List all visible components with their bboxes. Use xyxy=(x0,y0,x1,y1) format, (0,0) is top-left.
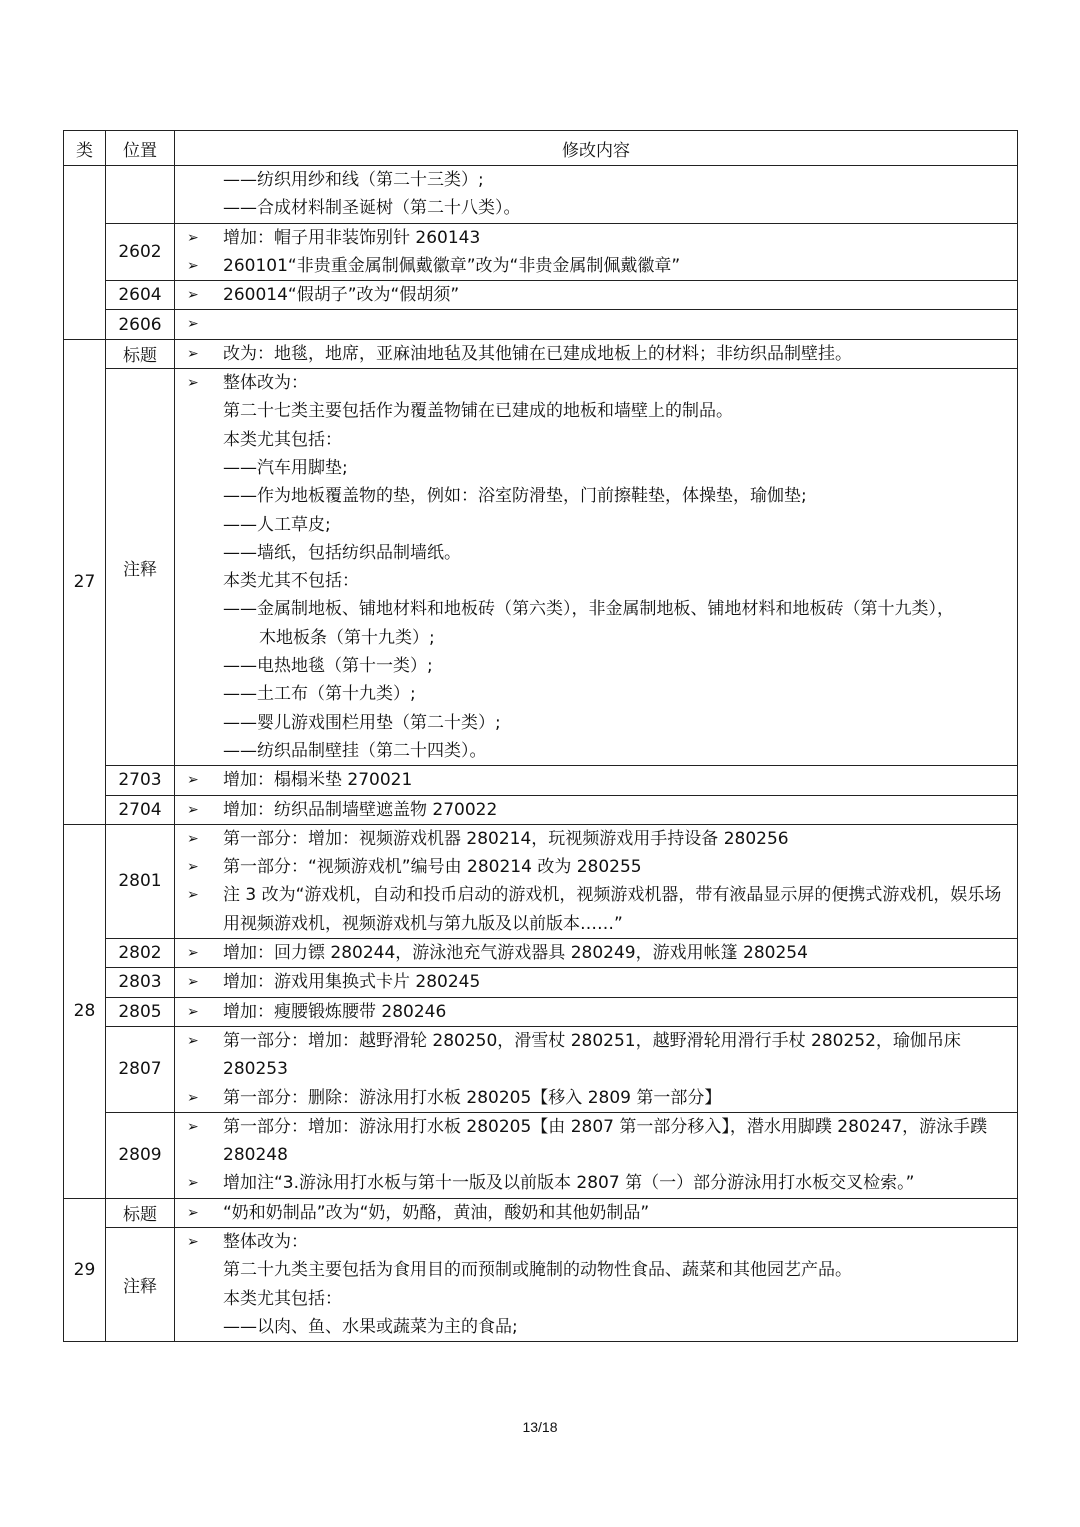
bullet-item xyxy=(187,939,1011,967)
amendment-table xyxy=(63,130,1018,1342)
position-cell: 标题 xyxy=(106,339,175,368)
line-text: 第二十九类主要包括为食用目的而预制或腌制的动物性食品、蔬菜和其他园艺产品。 xyxy=(223,1260,852,1281)
line-text: ——汽车用脚垫; xyxy=(223,457,348,478)
line-text: ——纺织品制壁挂（第二十四类）。 xyxy=(223,740,487,761)
table-row xyxy=(64,339,1018,368)
bullet-item xyxy=(187,1027,1011,1084)
line-text: 第一部分：“视频游戏机”编号由 280214 改为 280255 xyxy=(223,857,642,878)
content-cell xyxy=(175,223,1018,281)
table-row xyxy=(64,939,1018,968)
class-number-cell: 28 xyxy=(64,824,106,1198)
line-text: 260014“假胡子”改为“假胡须” xyxy=(223,285,460,306)
header-content: 修改内容 xyxy=(175,131,1018,166)
bullet-item xyxy=(187,310,1011,338)
content-line xyxy=(187,652,1011,680)
position-cell: 2809 xyxy=(106,1112,175,1198)
line-text: 第一部分：增加：游泳用打水板 280205【由 2807 第一部分移入】，潜水用脚蹼 280247，游泳手蹼 280248 xyxy=(223,1116,988,1166)
table-row xyxy=(64,1198,1018,1227)
position-cell: 2704 xyxy=(106,795,175,824)
table-row xyxy=(64,281,1018,310)
line-text: ——纺织用纱和线（第二十三类）; xyxy=(223,170,484,190)
table-row xyxy=(64,166,1018,224)
content-cell xyxy=(175,281,1018,310)
table-row xyxy=(64,1112,1018,1198)
bullet-item xyxy=(187,1113,1011,1170)
position-cell: 2604 xyxy=(106,281,175,310)
line-text: 增加：帽子用非装饰别针 260143 xyxy=(223,227,481,248)
line-text: 第一部分：删除：游泳用打水板 280205【移入 2809 第一部分】 xyxy=(223,1087,722,1108)
content-cell xyxy=(175,369,1018,766)
line-text: 增加注“3.游泳用打水板与第十一版及以前版本 2807 第（一）部分游泳用打水板交叉检索。” xyxy=(223,1173,915,1194)
content-cell xyxy=(175,310,1018,339)
line-text: 本类尤其包括： xyxy=(223,429,342,450)
content-line xyxy=(187,1285,1011,1313)
arrowhead-bullet-icon: ➢ xyxy=(187,772,199,789)
position-cell: 2602 xyxy=(106,223,175,281)
bullet-item xyxy=(187,1228,1011,1256)
content-cell xyxy=(175,997,1018,1026)
content-line xyxy=(187,1256,1011,1284)
line-text: 整体改为： xyxy=(223,373,308,394)
table-row xyxy=(64,1227,1018,1341)
class-number-cell xyxy=(64,166,106,340)
table-row xyxy=(64,223,1018,281)
line-text: ——以肉、鱼、水果或蔬菜为主的食品; xyxy=(223,1316,518,1337)
content-cell xyxy=(175,1112,1018,1198)
line-text: 增加：回力镖 280244，游泳池充气游戏器具 280249，游戏用帐篷 280254 xyxy=(223,943,808,964)
line-text: 增加：榻榻米垫 270021 xyxy=(223,770,413,791)
content-line xyxy=(187,539,1011,567)
position-cell: 注释 xyxy=(106,369,175,766)
table-row xyxy=(64,795,1018,824)
line-text: 增加：纺织品制墙壁遮盖物 270022 xyxy=(223,799,498,820)
line-text: ——墙纸，包括纺织品制墙纸。 xyxy=(223,542,461,563)
content-line xyxy=(187,680,1011,708)
table-row xyxy=(64,824,1018,938)
arrowhead-bullet-icon: ➢ xyxy=(187,287,199,304)
arrowhead-bullet-icon: ➢ xyxy=(187,1003,199,1020)
content-cell xyxy=(175,166,1018,224)
arrowhead-bullet-icon: ➢ xyxy=(187,1118,199,1135)
line-text: 注 3 改为“游戏机，自动和投币启动的游戏机，视频游戏机器，带有液晶显示屏的便携式游戏机，娱乐场用视频游戏机，视频游戏机与第九版及以前版本……” xyxy=(223,885,1002,934)
line-text: “奶和奶制品”改为“奶，奶酪，黄油，酸奶和其他奶制品” xyxy=(223,1202,650,1223)
position-cell: 2703 xyxy=(106,766,175,795)
line-text: 本类尤其不包括： xyxy=(223,571,359,592)
bullet-item xyxy=(187,281,1011,309)
arrowhead-bullet-icon: ➢ xyxy=(187,1233,199,1250)
bullet-item xyxy=(187,881,1011,938)
table-row xyxy=(64,310,1018,339)
line-text: 改为：地毯，地席，亚麻油地毡及其他铺在已建成地板上的材料；非纺织品制壁挂。 xyxy=(223,343,852,364)
line-text: 第一部分：增加：视频游戏机器 280214，玩视频游戏用手持设备 280256 xyxy=(223,828,789,849)
line-text: ——人工草皮; xyxy=(223,514,331,535)
position-cell xyxy=(106,166,175,224)
line-text: ——合成材料制圣诞树（第二十八类）。 xyxy=(223,198,521,219)
content-line xyxy=(187,624,1011,652)
arrowhead-bullet-icon: ➢ xyxy=(187,229,199,246)
table-row xyxy=(64,766,1018,795)
bullet-item xyxy=(187,252,1011,280)
bullet-item xyxy=(187,825,1011,853)
arrowhead-bullet-icon: ➢ xyxy=(187,375,199,392)
page-number: 13/18 xyxy=(522,1419,558,1435)
content-cell xyxy=(175,1198,1018,1227)
content-cell xyxy=(175,1227,1018,1341)
content-cell xyxy=(175,824,1018,938)
arrowhead-bullet-icon: ➢ xyxy=(187,1204,199,1221)
bullet-item xyxy=(187,1199,1011,1227)
position-cell: 注释 xyxy=(106,1227,175,1341)
table-body xyxy=(64,166,1018,1342)
line-text: ——婴儿游戏围栏用垫（第二十类）; xyxy=(223,712,501,733)
position-cell: 2801 xyxy=(106,824,175,938)
content-cell xyxy=(175,939,1018,968)
bullet-item xyxy=(187,796,1011,824)
line-text: 第一部分：增加：越野滑轮 280250，滑雪杖 280251，越野滑轮用滑行手杖 280252，瑜伽吊床 280253 xyxy=(223,1030,961,1080)
arrowhead-bullet-icon: ➢ xyxy=(187,859,199,876)
position-cell: 2805 xyxy=(106,997,175,1026)
content-line xyxy=(187,567,1011,595)
content-cell xyxy=(175,968,1018,997)
bullet-item xyxy=(187,853,1011,881)
content-line xyxy=(187,511,1011,539)
content-line xyxy=(187,737,1011,765)
arrowhead-bullet-icon: ➢ xyxy=(187,1175,199,1192)
bullet-item xyxy=(187,766,1011,794)
content-line xyxy=(187,166,1011,194)
arrowhead-bullet-icon: ➢ xyxy=(187,974,199,991)
line-text: ——金属制地板、铺地材料和地板砖（第六类），非金属制地板、铺地材料和地板砖（第十九类）， xyxy=(223,599,954,620)
content-line xyxy=(187,595,1011,623)
arrowhead-bullet-icon: ➢ xyxy=(187,1032,199,1049)
bullet-item xyxy=(187,1169,1011,1197)
bullet-item xyxy=(187,1084,1011,1112)
content-line xyxy=(187,194,1011,222)
arrowhead-bullet-icon: ➢ xyxy=(187,887,199,904)
table-row xyxy=(64,997,1018,1026)
line-text: 本类尤其包括： xyxy=(223,1288,342,1309)
content-line xyxy=(187,426,1011,454)
content-cell xyxy=(175,766,1018,795)
content-cell xyxy=(175,795,1018,824)
arrowhead-bullet-icon: ➢ xyxy=(187,1089,199,1106)
content-cell xyxy=(175,339,1018,368)
line-text: 增加：瘦腰锻炼腰带 280246 xyxy=(223,1001,447,1022)
position-cell: 2802 xyxy=(106,939,175,968)
arrowhead-bullet-icon: ➢ xyxy=(187,345,199,362)
table-row xyxy=(64,968,1018,997)
line-text: ——作为地板覆盖物的垫，例如：浴室防滑垫，门前擦鞋垫，体操垫，瑜伽垫; xyxy=(223,486,807,507)
arrowhead-bullet-icon: ➢ xyxy=(187,257,199,274)
content-cell xyxy=(175,1026,1018,1112)
bullet-item xyxy=(187,968,1011,996)
line-text: 木地板条（第十九类）; xyxy=(259,627,435,648)
content-line xyxy=(187,482,1011,510)
line-text: ——土工布（第十九类）; xyxy=(223,684,416,705)
line-text: 增加：游戏用集换式卡片 280245 xyxy=(223,972,481,993)
header-position: 位置 xyxy=(106,131,175,166)
bullet-item xyxy=(187,340,1011,368)
arrowhead-bullet-icon: ➢ xyxy=(187,945,199,962)
table-row xyxy=(64,369,1018,766)
bullet-item xyxy=(187,224,1011,252)
line-text: ——电热地毯（第十一类）; xyxy=(223,656,433,677)
bullet-item xyxy=(187,369,1011,397)
table-row xyxy=(64,1026,1018,1112)
table-header-row xyxy=(64,131,1018,166)
content-line xyxy=(187,397,1011,425)
line-text: 整体改为： xyxy=(223,1231,308,1252)
class-number-cell: 29 xyxy=(64,1198,106,1341)
position-cell: 2803 xyxy=(106,968,175,997)
position-cell: 2606 xyxy=(106,310,175,339)
line-text: 第二十七类主要包括作为覆盖物铺在已建成的地板和墙壁上的制品。 xyxy=(223,401,733,422)
arrowhead-bullet-icon: ➢ xyxy=(187,830,199,847)
line-text: 260101“非贵重金属制佩戴徽章”改为“非贵金属制佩戴徽章” xyxy=(223,255,681,276)
arrowhead-bullet-icon: ➢ xyxy=(187,316,199,333)
position-cell: 标题 xyxy=(106,1198,175,1227)
content-line xyxy=(187,1313,1011,1341)
bullet-item xyxy=(187,998,1011,1026)
content-line xyxy=(187,454,1011,482)
position-cell: 2807 xyxy=(106,1026,175,1112)
content-line xyxy=(187,709,1011,737)
header-class: 类 xyxy=(64,131,106,166)
class-number-cell: 27 xyxy=(64,339,106,824)
arrowhead-bullet-icon: ➢ xyxy=(187,801,199,818)
